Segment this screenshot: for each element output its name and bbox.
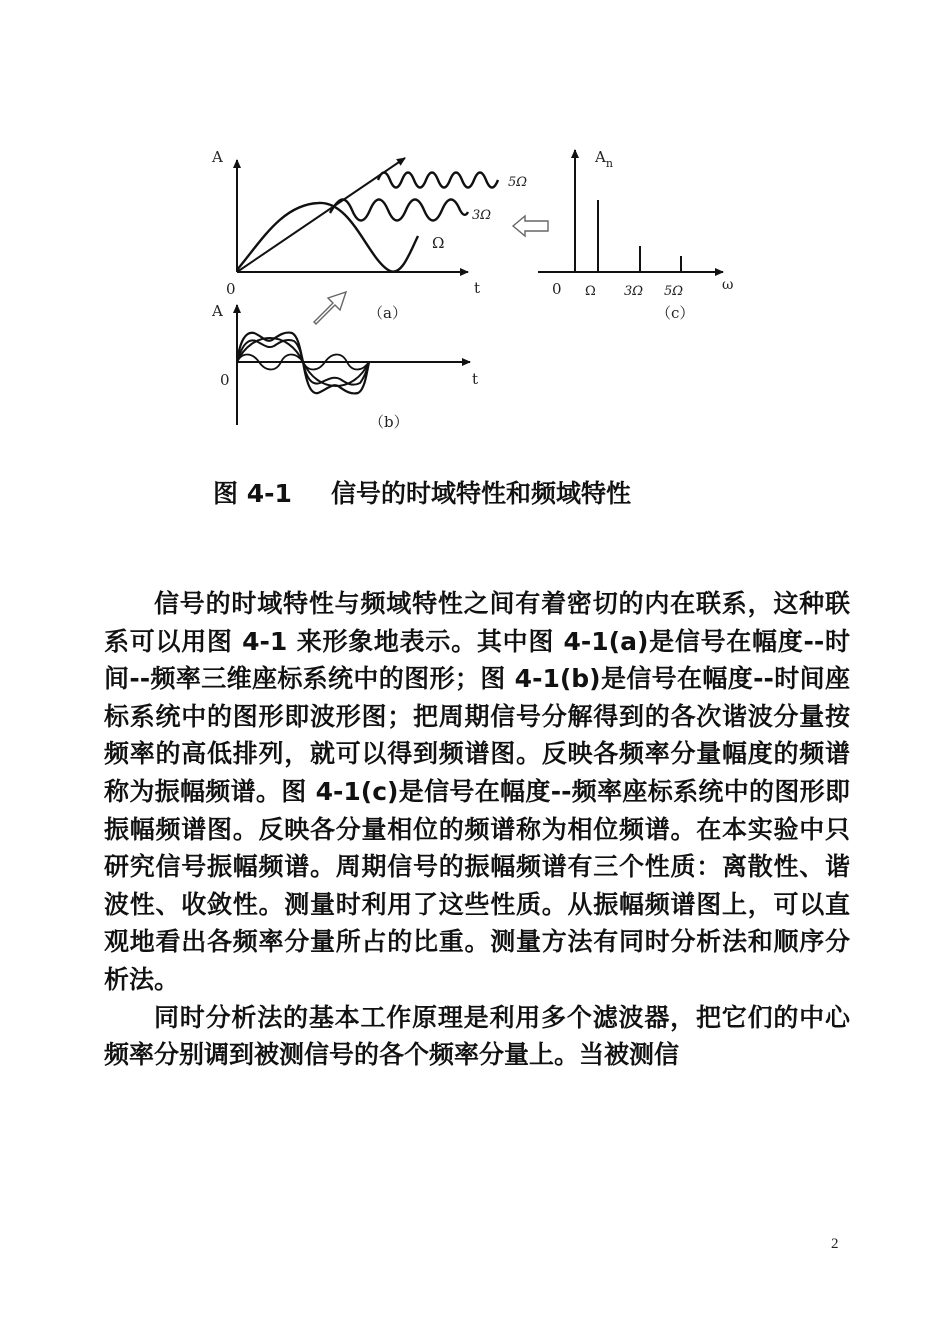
panel-c-label: （c） — [656, 304, 695, 322]
paragraph: 同时分析法的基本工作原理是利用多个滤波器，把它们的中心频率分别调到被测信号的各个频率分量上。当被测信 — [104, 1002, 850, 1070]
wave-label-3omega: 3Ω — [472, 208, 492, 223]
panel-b-origin-label: 0 — [220, 371, 230, 389]
panel-b — [211, 302, 478, 431]
wave-label-5omega: 5Ω — [508, 175, 528, 190]
up-right-arrow-icon — [314, 292, 346, 324]
panel-b-label: （b） — [369, 413, 409, 431]
tick-3omega: 3Ω — [624, 284, 644, 299]
panel-c-axis-y-label — [594, 148, 613, 170]
tick-5omega: 5Ω — [664, 284, 684, 299]
fifth-harmonic-wave — [378, 173, 498, 188]
axis-y-main: A — [595, 148, 606, 166]
panel-c-origin-label: 0 — [552, 280, 562, 298]
caption-text: 信号的时域特性和频域特性 — [331, 479, 632, 508]
panel-c-axis-x-label: ω — [722, 277, 734, 293]
wave-label-omega: Ω — [432, 234, 445, 252]
panel-a-label: （a） — [368, 304, 407, 322]
panel-c — [513, 148, 733, 322]
panel-a-axis-y-label: A — [212, 148, 223, 166]
figure-caption — [213, 474, 733, 510]
figure-4-1 — [0, 0, 950, 460]
tick-omega: Ω — [585, 284, 596, 299]
fundamental-wave — [237, 203, 418, 272]
page-number: 2 — [831, 1236, 839, 1252]
panel-a — [211, 148, 527, 324]
caption-number: 图 4-1 — [213, 479, 292, 508]
left-arrow-icon — [513, 216, 548, 236]
paragraph: 信号的时域特性与频域特性之间有着密切的内在联系，这种联系可以用图 4-1 来形象地表示。其中图 4-1(a)是信号在幅度--时间--频率三维座标系统中的图形；图 4-1(b)是信号在幅度--时间座标系统中的图形即波形图；把周期信号分解得到的各次谐波分量按频率的高低排列，就可以得到频谱图。反映各频率分量幅度的频谱称为振幅频谱。图 4-1(c)是信号在幅度--频率座标系统中的图形即振幅频谱图。反映各分量相位的频谱称为相位频谱。在本实验中只研究信号振幅频谱。周期信号的振幅频谱有三个性质：离散性、谐波性、收敛性。测量时利用了这些性质。从振幅频谱图上，可以直观地看出各频率分量所占的比重。测量方法有同时分析法和顺序分析法。 — [104, 589, 850, 994]
third-harmonic-wave — [330, 199, 468, 220]
axis-y-subscript: n — [605, 157, 613, 170]
body-text — [104, 585, 850, 1074]
panel-b-axis-x-label: t — [472, 370, 479, 388]
panel-a-axis-x-label: t — [474, 279, 481, 297]
panel-a-origin-label: 0 — [226, 280, 236, 298]
panel-b-axis-y-label: A — [212, 302, 223, 320]
